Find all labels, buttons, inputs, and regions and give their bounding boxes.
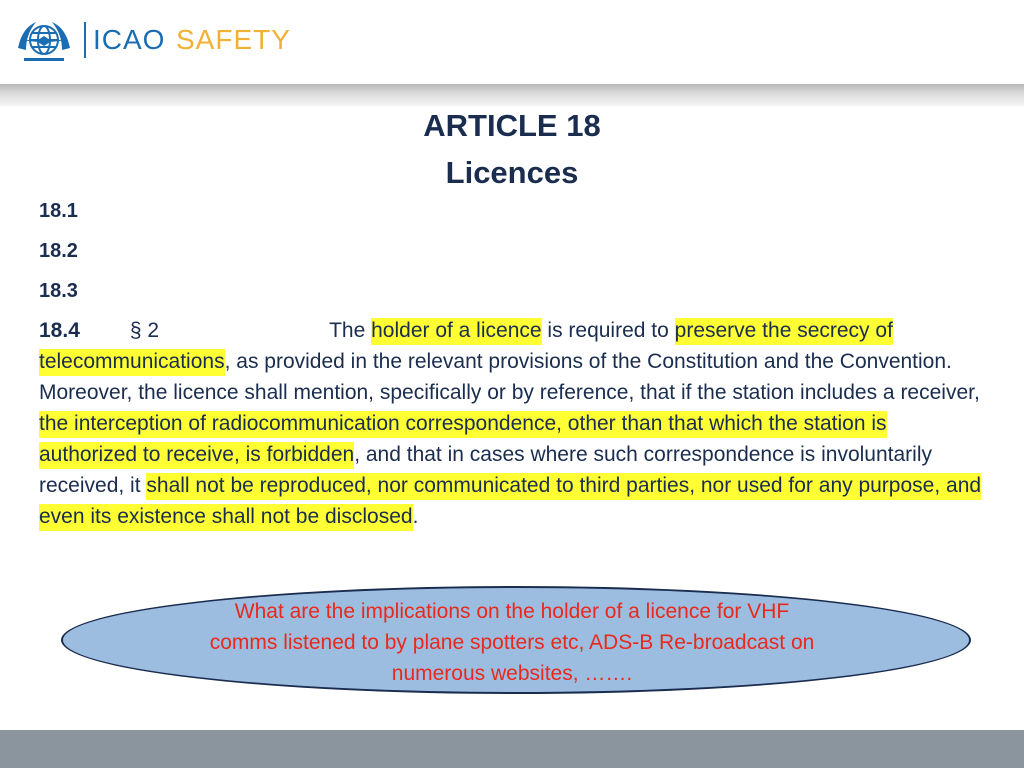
un-emblem-icon	[14, 14, 74, 66]
highlighted-text: shall not be reproduced, nor communicated to third parties, nor used for any purpose, and even its existence shall not be disclosed	[39, 473, 981, 531]
icao-logo-text: ICAO	[93, 24, 166, 55]
highlighted-text: the interception of radiocommunication correspondence, other than that which the station is authorized to receive, is forbidden	[39, 411, 887, 469]
highlighted-text: preserve the secrecy of telecommunications	[39, 318, 893, 376]
question-callout-text: What are the implications on the holder of a licence for VHF comms listened to by plane spotters etc, ADS-B Re-broadcast on numerous websites, …….	[209, 600, 815, 685]
highlighted-text: holder of a licence	[371, 318, 541, 345]
slide-subtitle: Licences	[445, 155, 579, 190]
paragraph-number-18-3: 18.3	[39, 280, 78, 302]
safety-logo-text: SAFETY	[176, 24, 291, 55]
text-segment: is required to	[541, 319, 675, 342]
paragraph-18-4	[39, 315, 984, 532]
text-segment: The	[329, 319, 372, 342]
slide-title: ARTICLE 18	[423, 108, 601, 143]
text-segment: , as provided in the relevant provisions of the Constitution and the Convention. Moreover, the licence shall mention, specifically or by reference, that if the station includes a receiver,	[39, 350, 980, 404]
slide-header	[0, 0, 1024, 84]
footer-bar	[0, 730, 1024, 768]
text-segment: .	[412, 505, 419, 528]
paragraph-number-18-1: 18.1	[39, 200, 78, 222]
logo-divider	[84, 22, 86, 58]
section-marker: § 2	[129, 319, 160, 342]
text-segment: , and that in cases where such correspondence is involuntarily received, it	[39, 443, 933, 497]
paragraph-number-18-4: 18.4	[39, 319, 80, 342]
paragraph-number-18-2: 18.2	[39, 240, 78, 262]
header-shadow	[0, 84, 1024, 106]
